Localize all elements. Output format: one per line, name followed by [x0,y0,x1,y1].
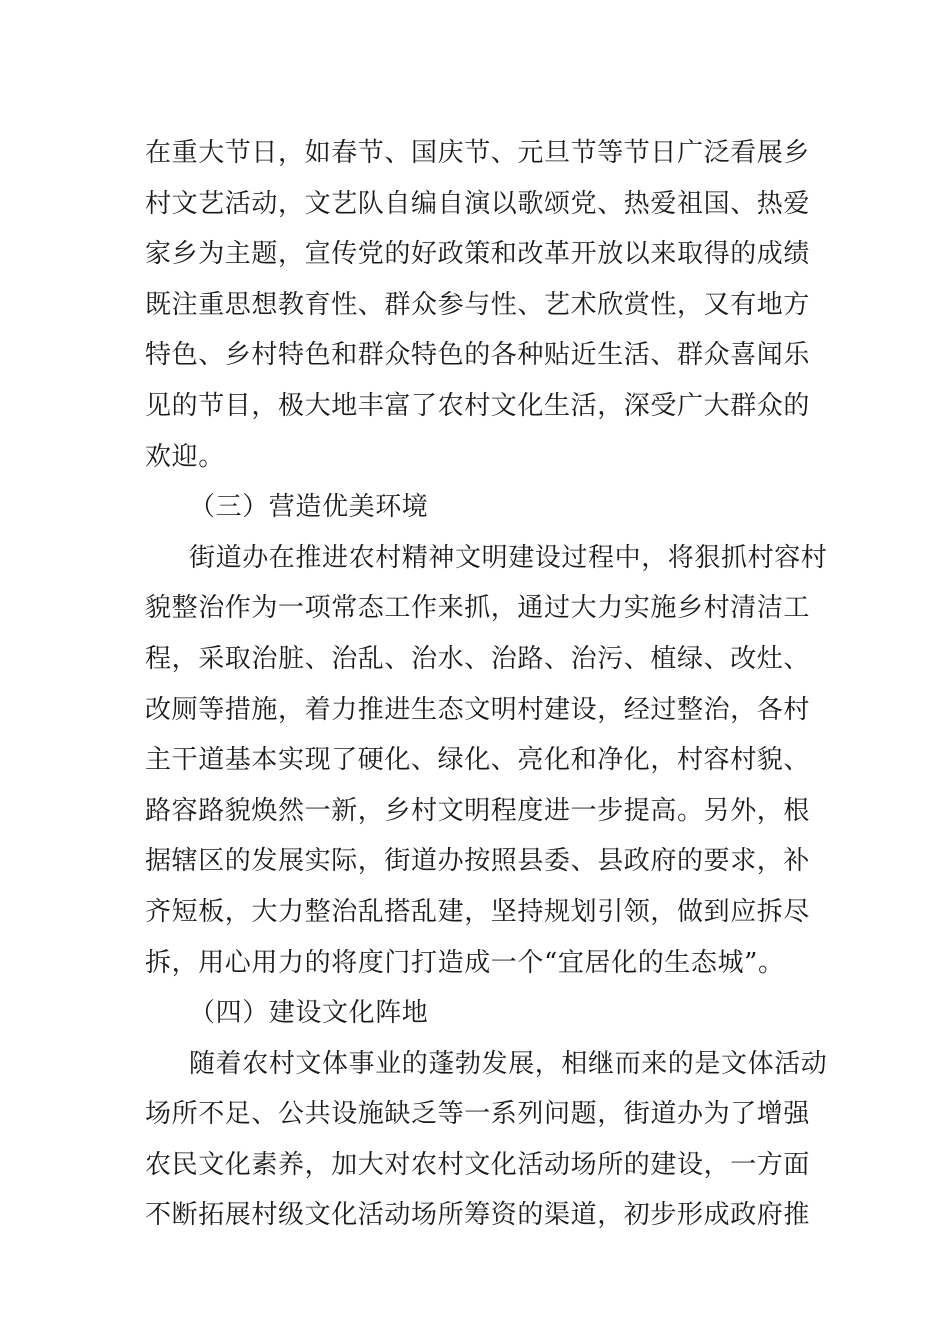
text-line: 见的节目，极大地丰富了农村文化生活，深受广大群众的 [145,390,811,421]
text-line: 貌整治作为一项常态工作来抓，通过大力实施乡村清洁工 [145,593,811,624]
text-line: 特色、乡村特色和群众特色的各种贴近生活、群众喜闻乐 [145,340,811,371]
text-line: （三）营造优美环境 [189,492,429,523]
text-line: 随着农村文体事业的蓬勃发展，相继而来的是文体活动 [189,1048,828,1079]
text-line: 场所不足、公共设施缺乏等一系列问题，街道办为了增强 [145,1099,811,1130]
text-line: 拆，用心用力的将度门打造成一个“宜居化的生态城”。 [145,947,785,978]
text-line: 路容路貌焕然一新，乡村文明程度进一步提高。另外，根 [145,795,811,826]
text-line: 主干道基本实现了硬化、绿化、亮化和净化，村容村貌、 [145,745,811,776]
text-line: 农民文化素养，加大对农村文化活动场所的建设，一方面 [145,1149,811,1180]
text-line: 程，采取治脏、治乱、治水、治路、治污、植绿、改灶、 [145,643,811,674]
text-line: 既注重思想教育性、群众参与性、艺术欣赏性，又有地方 [145,289,811,320]
text-line: 村文艺活动，文艺队自编自演以歌颂党、热爱祖国、热爱 [145,188,811,219]
body-text [145,128,828,1241]
text-line: 家乡为主题，宣传党的好政策和改革开放以来取得的成绩 [145,239,811,270]
text-line: 街道办在推进农村精神文明建设过程中，将狠抓村容村 [189,542,828,573]
text-line: 据辖区的发展实际，街道办按照县委、县政府的要求，补 [145,846,811,877]
text-line: 改厕等措施，着力推进生态文明村建设，经过整治，各村 [145,694,811,725]
text-line: （四）建设文化阵地 [189,998,429,1029]
text-line: 欢迎。 [145,441,225,472]
text-line: 在重大节日，如春节、国庆节、元旦节等节日广泛看展乡 [145,138,811,168]
text-line: 齐短板，大力整治乱搭乱建，坚持规划引领，做到应拆尽 [145,896,811,927]
text-line: 不断拓展村级文化活动场所筹资的渠道，初步形成政府推 [145,1200,811,1231]
